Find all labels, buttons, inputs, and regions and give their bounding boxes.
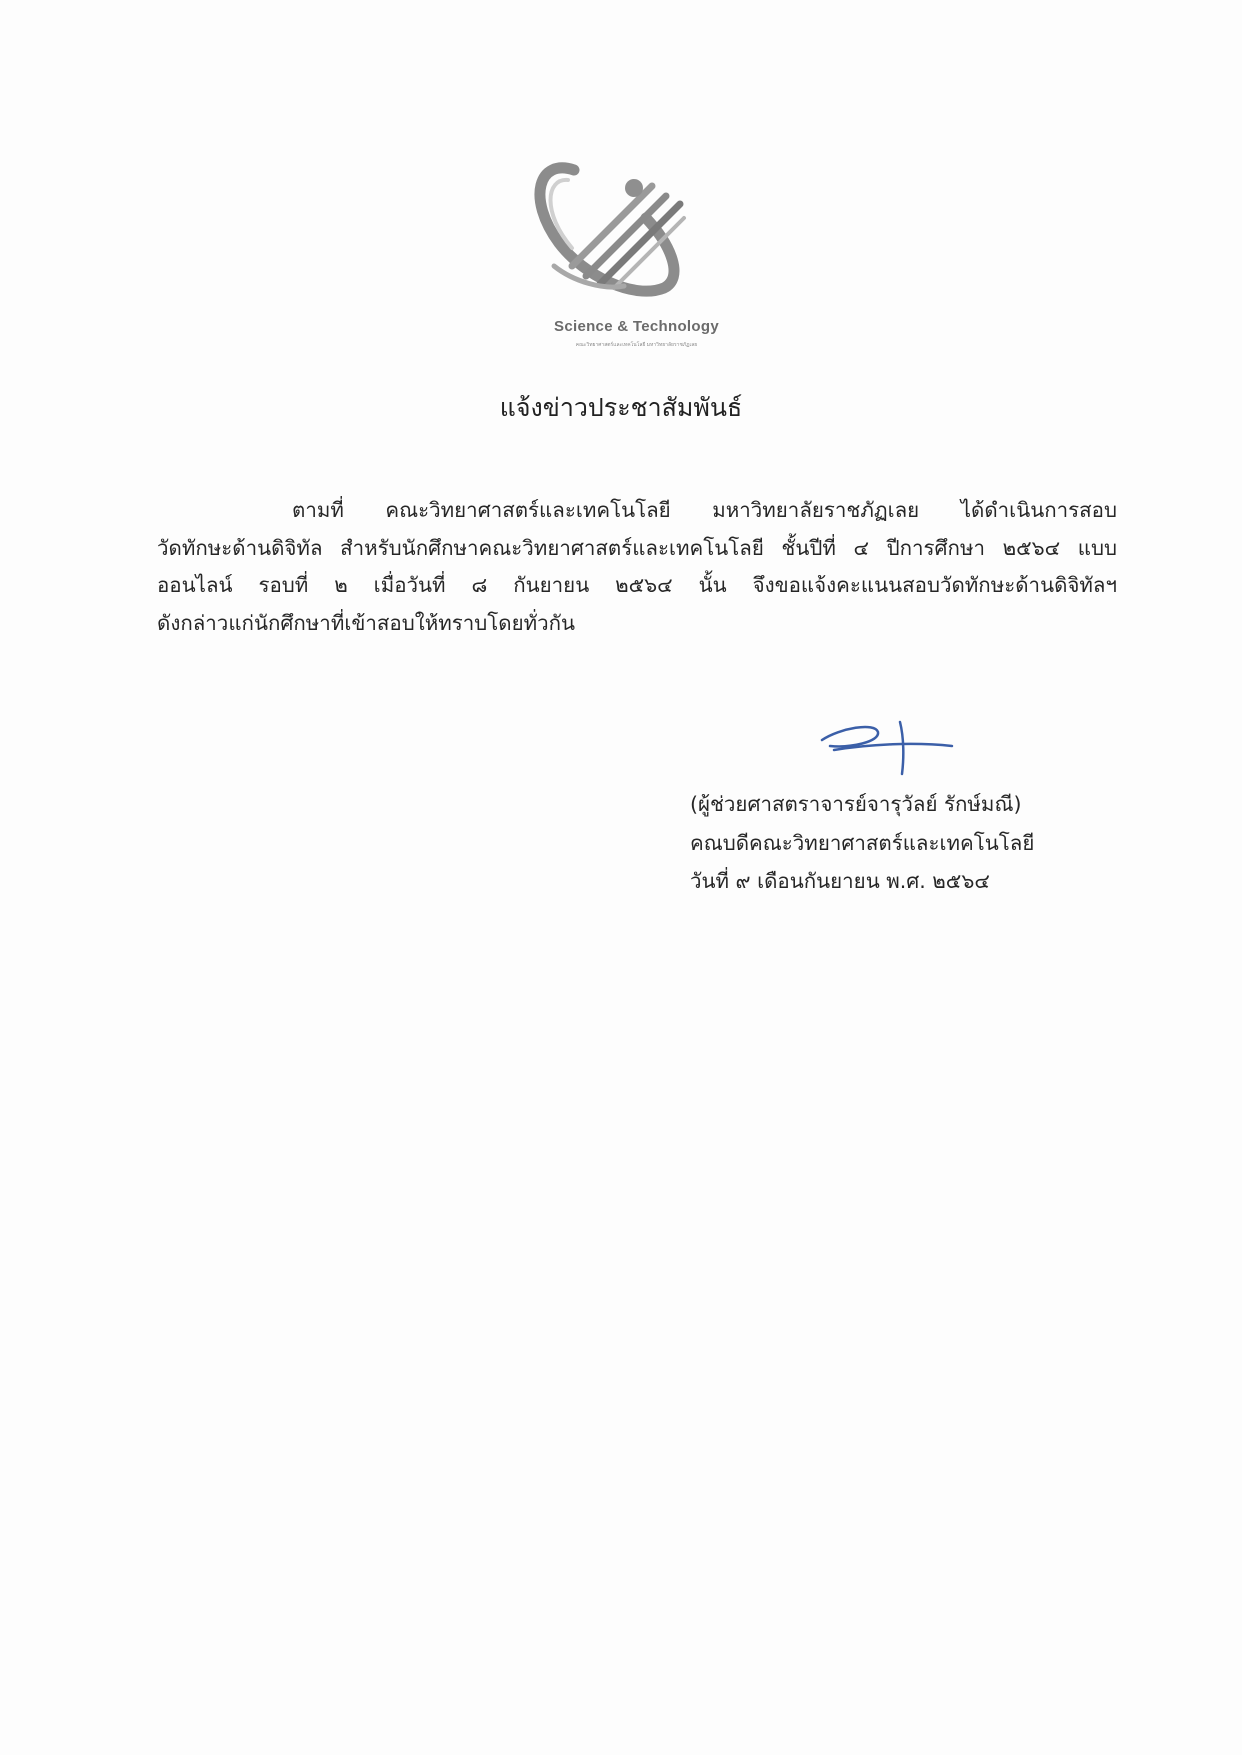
document-title: แจ้งข่าวประชาสัมพันธ์ (499, 393, 743, 422)
logo-name: Science & Technology (554, 318, 719, 335)
document-date: วันที่ ๙ เดือนกันยายน พ.ศ. ๒๕๖๔ (690, 869, 990, 893)
science-technology-emblem-icon (534, 158, 739, 318)
logo-subtitle: คณะวิทยาศาสตร์และเทคโนโลยี มหาวิทยาลัยราชภัฏเลย (575, 342, 698, 348)
announcement-body (157, 492, 1117, 642)
faculty-logo (534, 158, 739, 356)
signatory-position: คณบดีคณะวิทยาศาสตร์และเทคโนโลยี (690, 830, 1035, 855)
handwritten-signature (820, 718, 955, 778)
body-line: ตามที่ คณะวิทยาศาสตร์และเทคโนโลยี มหาวิทยาลัยราชภัฏเลย ได้ดำเนินการสอบ (292, 498, 1117, 522)
body-line: ดังกล่าวแก่นักศึกษาที่เข้าสอบให้ทราบโดยทั่วกัน (157, 610, 576, 635)
signatory-name: (ผู้ช่วยศาสตราจารย์จารุวัลย์ รักษ์มณี) (690, 792, 1022, 816)
body-line: ออนไลน์ รอบที่ ๒ เมื่อวันที่ ๘ กันยายน ๒๕๖๔ นั้น จึงขอแจ้งคะแนนสอบวัดทักษะด้านดิจิทัลฯ (157, 573, 1117, 597)
signature-block (690, 785, 1060, 901)
body-line: วัดทักษะด้านดิจิทัล สำหรับนักศึกษาคณะวิทยาศาสตร์และเทคโนโลยี ชั้นปีที่ ๔ ปีการศึกษา ๒๕๖๔ แบบ (157, 535, 1117, 560)
